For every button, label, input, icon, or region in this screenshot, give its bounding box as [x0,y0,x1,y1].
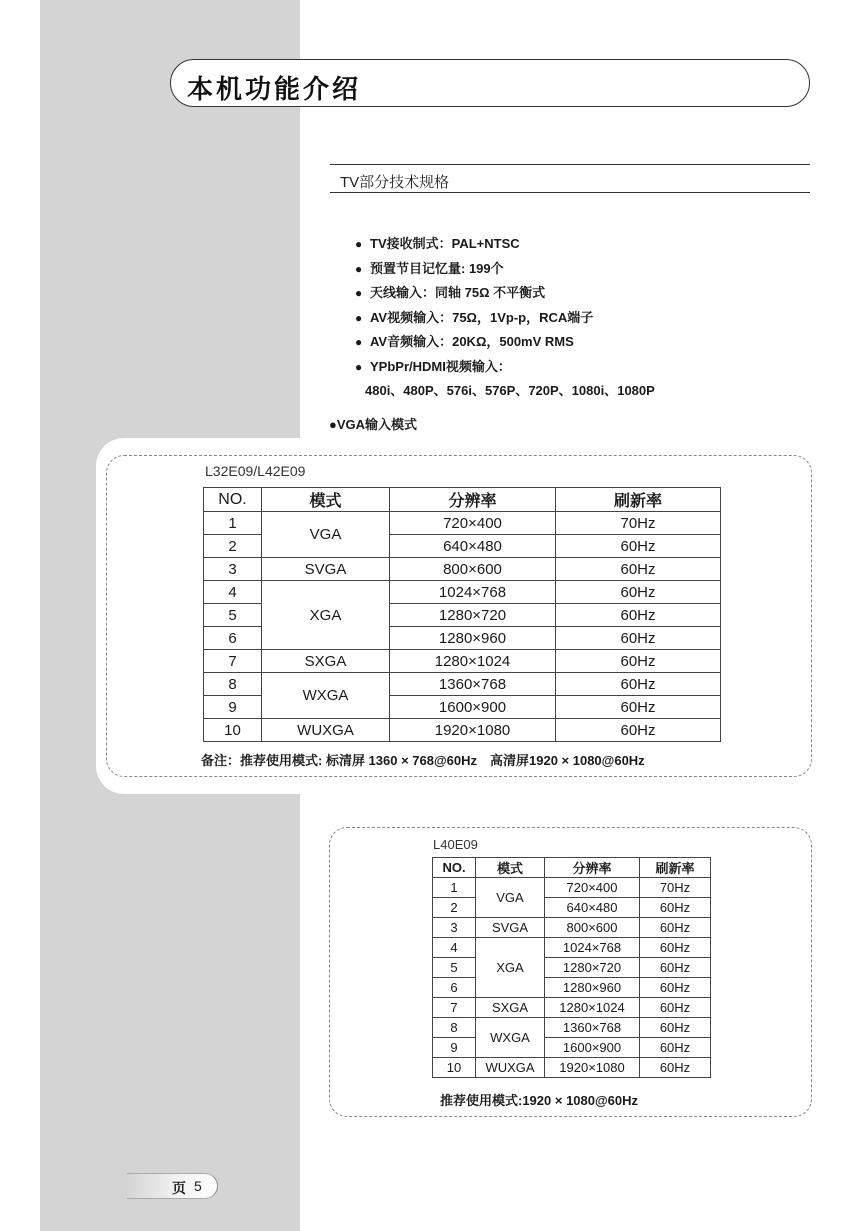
cell-res: 640×480 [545,898,640,918]
cell-no: 5 [204,604,262,627]
cell-mode: SXGA [262,650,390,673]
cell-res: 800×600 [390,558,556,581]
table-row [433,1058,711,1078]
spec-item: ● TV接收制式：PAL+NTSC [355,236,520,251]
cell-rate: 60Hz [556,627,721,650]
cell-no: 6 [433,978,476,998]
cell-res: 1024×768 [390,581,556,604]
cell-mode: WUXGA [476,1058,545,1078]
section-rule-top [330,164,810,165]
cell-res: 1280×960 [390,627,556,650]
table2-model: L40E09 [433,837,478,852]
cell-rate: 60Hz [640,1018,711,1038]
spec-item: ● AV视频输入：75Ω，1Vp-p，RCA端子 [355,309,594,325]
cell-rate: 60Hz [640,978,711,998]
cell-rate: 60Hz [640,918,711,938]
cell-rate: 60Hz [556,535,721,558]
cell-res: 720×400 [545,878,640,898]
header-mode: 模式 [262,488,390,512]
cell-mode: WXGA [262,673,390,719]
table2-note: 推荐使用模式:1920 × 1080@60Hz [440,1093,639,1108]
cell-rate: 60Hz [640,998,711,1018]
cell-mode: SVGA [262,558,390,581]
cell-no: 8 [204,673,262,696]
cell-rate: 60Hz [640,958,711,978]
cell-rate: 60Hz [640,938,711,958]
page-label: 页 [172,1181,186,1197]
spec-item: ● YPbPr/HDMI视频输入： [355,358,511,374]
cell-no: 5 [433,958,476,978]
cell-mode: SVGA [476,918,545,938]
cell-no: 7 [433,998,476,1018]
header-no: NO. [204,488,262,512]
cell-rate: 60Hz [556,581,721,604]
cell-no: 6 [204,627,262,650]
cell-mode: XGA [476,938,545,998]
cell-res: 640×480 [390,535,556,558]
cell-res: 1360×768 [390,673,556,696]
spec-item: ● 天线输入：同轴 75Ω 不平衡式 [355,285,546,300]
page-title: 本机功能介绍 [187,75,362,105]
vga-heading: ●VGA输入模式 [329,417,418,432]
cell-no: 9 [204,696,262,719]
cell-res: 1360×768 [545,1018,640,1038]
cell-no: 4 [433,938,476,958]
cell-no: 7 [204,650,262,673]
table-row [204,719,721,742]
table-row [433,918,711,938]
cell-mode: XGA [262,581,390,650]
page-number: 5 [194,1178,202,1194]
header-resolution: 分辨率 [390,488,556,512]
cell-res: 1280×1024 [545,998,640,1018]
table-row [433,998,711,1018]
header-mode: 模式 [476,858,545,878]
cell-rate: 60Hz [556,719,721,742]
table-row [433,978,711,998]
cell-rate: 60Hz [640,898,711,918]
table-row [433,1038,711,1058]
cell-rate: 70Hz [556,512,721,535]
cell-no: 2 [204,535,262,558]
table-row [204,558,721,581]
section-rule-bottom [330,192,810,193]
cell-rate: 60Hz [640,1038,711,1058]
table1-model: L32E09/L42E09 [205,463,306,479]
page-number-tab [127,1173,218,1199]
section-heading: TV部分技术规格 [340,174,450,191]
table-row [433,938,711,958]
header-resolution: 分辨率 [545,858,640,878]
cell-res: 1600×900 [545,1038,640,1058]
cell-no: 9 [433,1038,476,1058]
cell-no: 3 [433,918,476,938]
cell-res: 1920×1080 [545,1058,640,1078]
table-row [204,581,721,604]
table1-note: 备注：推荐使用模式: 标清屏 1360 × 768@60Hz 高清屏1920 × 1080@60Hz [201,753,645,768]
cell-no: 4 [204,581,262,604]
cell-no: 3 [204,558,262,581]
cell-no: 1 [433,878,476,898]
cell-no: 10 [204,719,262,742]
table-header-row [433,858,711,878]
cell-mode: SXGA [476,998,545,1018]
header-no: NO. [433,858,476,878]
cell-res: 1280×720 [390,604,556,627]
cell-mode: WXGA [476,1018,545,1058]
table-row [433,898,711,918]
title-banner [170,59,810,107]
cell-no: 8 [433,1018,476,1038]
cell-res: 720×400 [390,512,556,535]
spec-list [355,234,655,406]
vga-mode-table-2 [432,857,711,1078]
table-header-row [204,488,721,512]
cell-res: 1280×1024 [390,650,556,673]
cell-mode: VGA [262,512,390,558]
cell-no: 2 [433,898,476,918]
table-row [433,878,711,898]
cell-res: 800×600 [545,918,640,938]
cell-rate: 60Hz [556,558,721,581]
spec-item: ● AV音频输入：20KΩ，500mV RMS [355,334,574,349]
cell-res: 1280×720 [545,958,640,978]
table-row [204,650,721,673]
table-row [204,673,721,696]
header-refresh: 刷新率 [556,488,721,512]
cell-rate: 60Hz [556,650,721,673]
cell-mode: WUXGA [262,719,390,742]
cell-no: 1 [204,512,262,535]
cell-res: 1280×960 [545,978,640,998]
cell-rate: 70Hz [640,878,711,898]
header-refresh: 刷新率 [640,858,711,878]
cell-res: 1024×768 [545,938,640,958]
table-row [204,512,721,535]
cell-mode: VGA [476,878,545,918]
ypbpr-modes: 480i、480P、576i、576P、720P、1080i、1080P [365,383,655,398]
vga-mode-table-1 [203,487,721,742]
cell-res: 1600×900 [390,696,556,719]
cell-rate: 60Hz [556,604,721,627]
cell-res: 1920×1080 [390,719,556,742]
cell-rate: 60Hz [556,673,721,696]
cell-rate: 60Hz [640,1058,711,1078]
table-row [433,1018,711,1038]
spec-item: ● 预置节目记忆量: 199个 [355,260,504,276]
table-row [433,958,711,978]
cell-rate: 60Hz [556,696,721,719]
cell-no: 10 [433,1058,476,1078]
